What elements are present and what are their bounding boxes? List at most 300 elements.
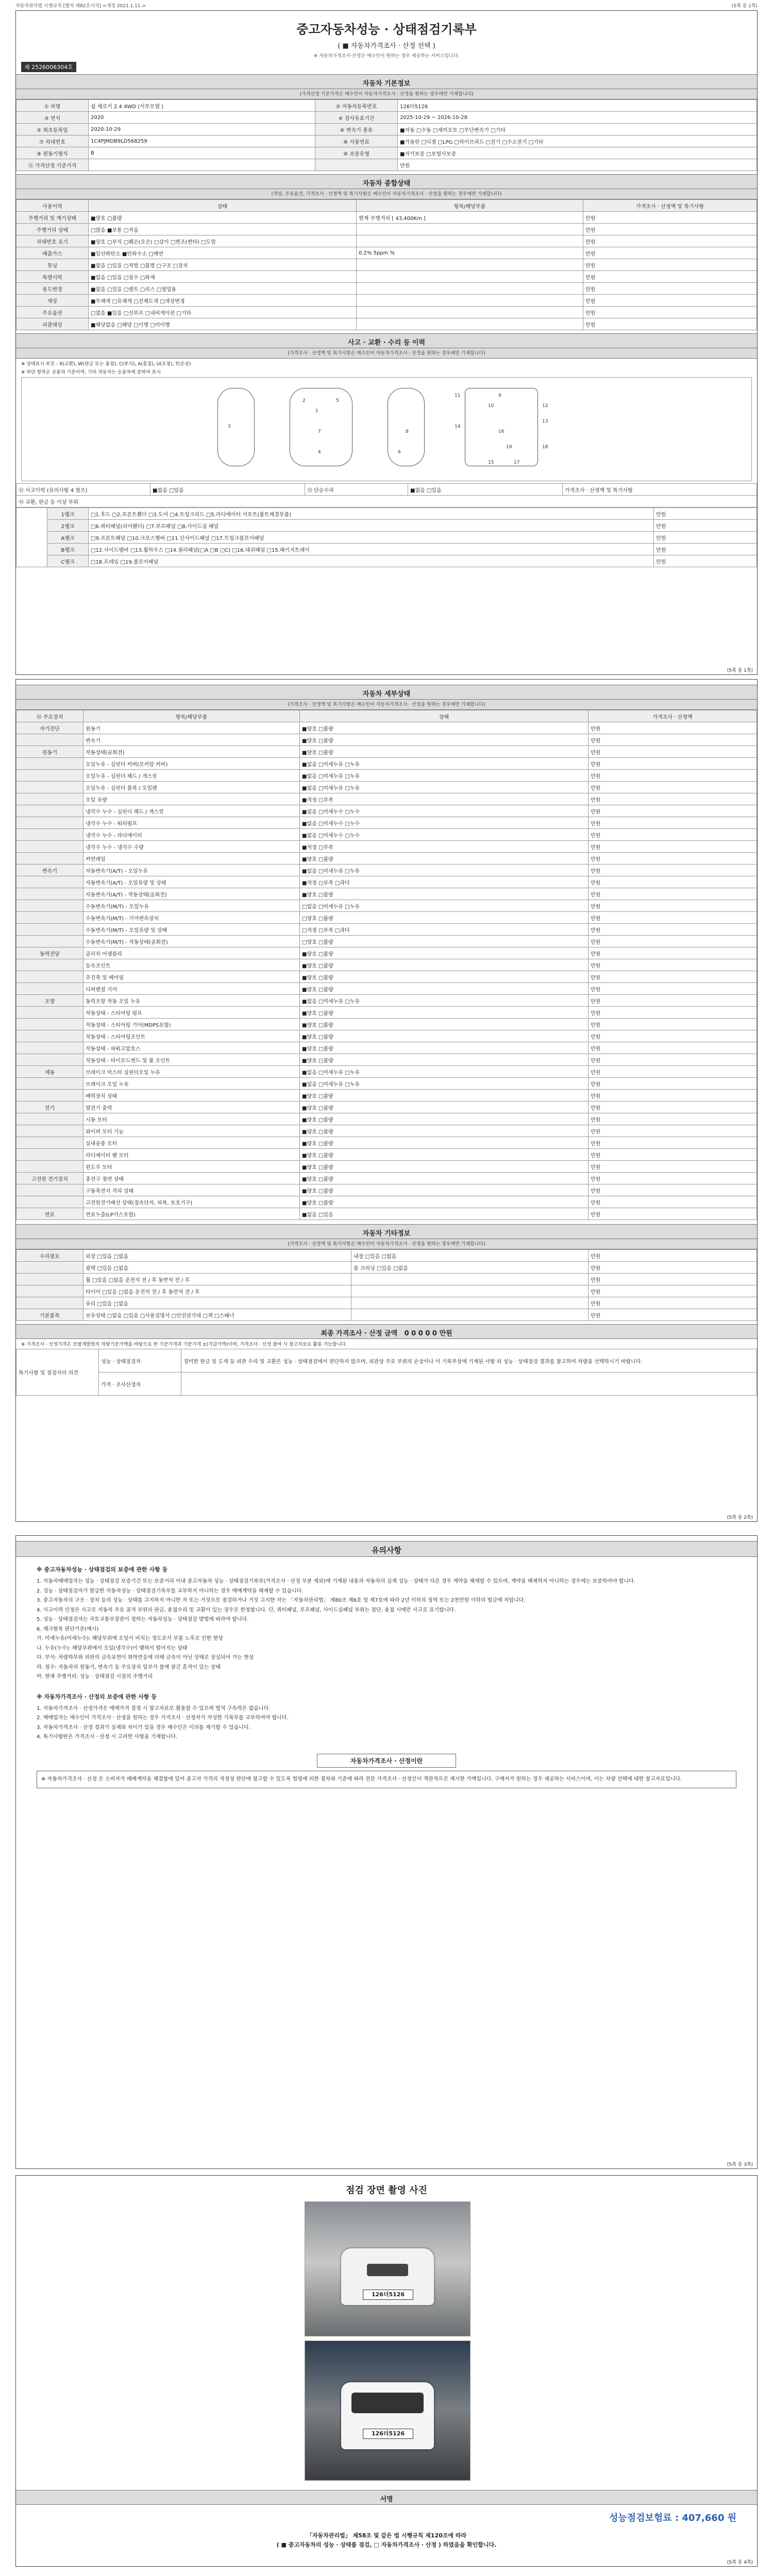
final-price-note: ※ 가격조사 · 산정가격은 보험개발원의 차량기준가액을 바탕으로 한 기준가격과 기준가격 ±(가감가액)이며, 가격조사 · 산정 참여 시 참고자료로 활용 가능합니다. [21, 1342, 347, 1347]
detail-row [16, 947, 757, 959]
exchange-area-label: ⑭ 교환, 판금 등 이상 부위 [16, 496, 757, 507]
detail-status: ■양호 □불량 [300, 1184, 589, 1196]
detail-heading: 자동차 세부상태 [16, 685, 757, 700]
detail-item: 고전원전기배선 상태(접속단자, 피복, 보호기구) [83, 1196, 300, 1208]
summary-row [16, 235, 757, 247]
basic-cell: ⑨ 원동기형식 [16, 147, 89, 159]
notice-item: 다. 부식: 차량하부와 외판의 금속표면이 화학반응에 의해 금속이 아닌 상태로 상실되어 가는 현상 [37, 1655, 254, 1660]
etc-heading: 자동차 기타정보 [16, 1224, 757, 1239]
etc-item-a: 광택 □있음 □없음 [83, 1262, 351, 1274]
detail-group [16, 793, 83, 805]
detail-item: 원동기 [83, 722, 300, 734]
basic-cell: 126더5126 [398, 100, 757, 112]
detail-item: 윈도우 모터 [83, 1161, 300, 1173]
front-plate: 126더5126 [363, 2290, 413, 2300]
detail-group [16, 959, 83, 971]
rank-items: □6.쿼터패널(리어휀더) □7.루프패널 □8.사이드실 패널 [89, 520, 654, 532]
detail-price: 만원 [589, 924, 757, 936]
summary-cell: □많음 ■보통 □적음 [89, 224, 357, 235]
detail-price: 만원 [589, 746, 757, 758]
notice-item: 나. 누유(누수): 해당부위에서 오일(냉각수)이 맺혀서 떨어지는 상태 [37, 1645, 188, 1651]
detail-item: 오일누유 - 실린더 커버(로커암 커버) [83, 758, 300, 770]
detail-status: ■없음 □미세누유 □누유 [300, 1066, 589, 1078]
summary-cell: 주요옵션 [16, 307, 89, 318]
detail-row [16, 912, 757, 924]
detail-row [16, 782, 757, 793]
detail-row [16, 1042, 757, 1054]
form-topline [15, 2, 758, 8]
detail-price: 만원 [589, 841, 757, 853]
detail-item: 연료누출(LP가스포함) [83, 1208, 300, 1220]
detail-price: 만원 [589, 722, 757, 734]
etc-item-a: 휠 □있음 □없음 운전석 전 / 후 동반석 전 / 후 [83, 1274, 351, 1285]
detail-item: 디퍼렌셜 기어 [83, 983, 300, 995]
summary-row [16, 224, 757, 235]
etc-item-b [351, 1285, 589, 1297]
notice-item: 1. 자동차매매업자는 성능 · 상태점검 보증기간 또는 보증거리 이내 중고자동차 성능 · 상태점검기록부(가격조사 · 산정 부분 제외)에 기재된 내용과 자동차의 실제 성능 · 상태가 다른 경우 계약을 해제할 수 있으며, 계약을 해제하지 아니하는 경우에는 보증하여야 합니다. [37, 1579, 635, 1584]
detail-price: 만원 [589, 829, 757, 841]
detail-status: ■양호 □불량 [300, 1125, 589, 1137]
summary-cell [357, 307, 583, 318]
final-price-label: 최종 가격조사 · 산정 금액 [321, 1330, 398, 1337]
detail-status: ■양호 □불량 [300, 1054, 589, 1066]
etc-group [16, 1297, 83, 1309]
detail-row [16, 805, 757, 817]
detail-item: 수동변속기(M/T) - 기어변속장치 [83, 912, 300, 924]
detail-row [16, 1066, 757, 1078]
basic-row [16, 147, 757, 159]
notice-item: 2. 성능 · 상태점검자가 발급한 자동차성능 · 상태점검기록부를 교부하지 아니하는 경우 매매계약을 해제할 수 있습니다. [37, 1588, 304, 1594]
etc-item-b [351, 1309, 589, 1321]
detail-row [16, 1184, 757, 1196]
summary-cell [357, 224, 583, 235]
basic-cell: 쉽 체로키 2.4 4WD (서부모델 ) [89, 100, 315, 112]
detail-group [16, 1078, 83, 1090]
detail-group [16, 876, 83, 888]
detail-status: □양호 □불량 [300, 936, 589, 947]
rank-items: □1.후드 □2.프론트휀더 □3.도어 □4.트렁크리드 □5.라디에이터 서포트(볼트체결부품) [89, 508, 654, 520]
notice-section-2: ※ 자동차가격조사 · 산정의 보증에 관한 사항 등 [37, 1693, 157, 1700]
basic-cell: ■자가보증 □보험사보증 [398, 147, 757, 159]
basic-cell: ③ 연식 [16, 112, 89, 124]
summary-row [16, 247, 757, 259]
detail-status: ■양호 □불량 [300, 1137, 589, 1149]
detail-row [16, 1007, 757, 1019]
detail-item: 동력조향 작동 오일 누유 [83, 995, 300, 1007]
summary-cell [357, 259, 583, 271]
special-notes-inspector: 성능 · 상태점검자 [99, 1349, 181, 1372]
detail-row [16, 793, 757, 805]
rank-items: □18.프레임 □19.플로어패널 [89, 555, 654, 567]
detail-subheading: (가격조사 · 산정액 및 특기사항은 매수인이 자동차가격조사 · 산정을 원하는 경우에만 기재합니다) [16, 700, 757, 710]
etc-row [16, 1297, 757, 1309]
etc-price: 만원 [589, 1309, 757, 1321]
detail-row [16, 746, 757, 758]
detail-price: 만원 [589, 805, 757, 817]
summary-col-header: 상태 [89, 200, 357, 212]
detail-item: 브레이크 마스터 실린더오일 누유 [83, 1066, 300, 1078]
detail-row [16, 1196, 757, 1208]
detail-price: 만원 [589, 912, 757, 924]
detail-row [16, 1019, 757, 1030]
basic-row [16, 159, 757, 171]
detail-item: 변속기 [83, 734, 300, 746]
detail-group [16, 1113, 83, 1125]
detail-row [16, 1054, 757, 1066]
detail-group [16, 1196, 83, 1208]
detail-status: □적정 □부족 □과다 [300, 924, 589, 936]
summary-row [16, 307, 757, 318]
detail-item: 작동상태 - 타이로드엔드 및 볼 조인트 [83, 1054, 300, 1066]
summary-cell: ■일산화탄소 ■탄화수소 □매연 [89, 247, 357, 259]
detail-group [16, 924, 83, 936]
detail-price: 만원 [589, 936, 757, 947]
detail-col-header: ⑮ 주요장치 [16, 710, 83, 722]
special-notes-table [16, 1349, 757, 1396]
basic-cell: 만원 [398, 159, 757, 171]
detail-status: ■양호 □불량 [300, 1007, 589, 1019]
summary-cell: 용도변경 [16, 283, 89, 295]
detail-status: ■적정 □부족 □과다 [300, 876, 589, 888]
basic-cell: ⑪ 가격산정 기준가격 [16, 159, 89, 171]
rank-row [16, 532, 757, 544]
detail-item: 구동축전지 격리 상태 [83, 1184, 300, 1196]
detail-group: 연료 [16, 1208, 83, 1220]
detail-item: 추진축 및 베어링 [83, 971, 300, 983]
summary-cell: 만원 [583, 235, 757, 247]
notice-item-2: 4. 특기사항란은 가격조사 · 산정 시 고려한 사항을 기재합니다. [37, 1734, 178, 1740]
detail-item: 커먼레일 [83, 853, 300, 865]
basic-cell: ① 차명 [16, 100, 89, 112]
notice-item: 4. 사고이력 인정은 사고로 자동차 주요 골격 부위의 판금, 용접수리 및 교환이 있는 경우로 한정합니다. 단, 쿼터패널, 루프패널, 사이드실패널 부위는 절단, 용접 시에만 사고로 표기합니다. [37, 1607, 456, 1613]
basic-cell: ⑦ 차대번호 [16, 135, 89, 147]
summary-cell: 리콜대상 [16, 318, 89, 330]
detail-item: 자동변속기(A/T) - 오일유량 및 상태 [83, 876, 300, 888]
special-notes-appraiser: 가격 · 조사산정자 [99, 1372, 181, 1396]
rank-row [16, 544, 757, 555]
etc-price: 만원 [589, 1250, 757, 1262]
detail-item: 브레이크 오일 누유 [83, 1078, 300, 1090]
basic-cell: ■가솔린 □디젤 □LPG □하이브리드 □전기 □수소전기 □기타 [398, 135, 757, 147]
detail-status: ■양호 □불량 [300, 1161, 589, 1173]
detail-price: 만원 [589, 1196, 757, 1208]
detail-price: 만원 [589, 782, 757, 793]
detail-status: ■없음 □미세누유 □누유 [300, 758, 589, 770]
rank-row [16, 555, 757, 567]
rank-items: □9.프론트패널 □10.크로스멤버 □11.인사이드패널 □17.트렁크플로어패널 [89, 532, 654, 544]
notice-items-2 [16, 1705, 757, 1741]
basic-row [16, 112, 757, 124]
rear-plate: 126더5126 [363, 2429, 413, 2439]
detail-row [16, 983, 757, 995]
etc-item-b [351, 1297, 589, 1309]
summary-cell: 주행거리 및 계기상태 [16, 212, 89, 224]
detail-item: 작동상태 - 파워고압호스 [83, 1042, 300, 1054]
etc-table [16, 1249, 757, 1321]
detail-status: ■양호 □불량 [300, 983, 589, 995]
detail-status: ■없음 □미세누수 □누수 [300, 817, 589, 829]
detail-row [16, 853, 757, 865]
summary-cell: ■없음 □있음 □침수 □화재 [89, 271, 357, 283]
summary-cell: 만원 [583, 318, 757, 330]
basic-info-heading: 자동차 기본정보 [16, 74, 757, 89]
detail-item: 작동상태(공회전) [83, 746, 300, 758]
detail-price: 만원 [589, 1030, 757, 1042]
summary-cell: ■양호 □불량 [89, 212, 357, 224]
summary-row [16, 295, 757, 307]
detail-item: 수동변속기(M/T) - 오일유량 및 상태 [83, 924, 300, 936]
law-statement-1: 「자동차관리법」 제58조 및 같은 법 시행규칙 제120조에 따라 [306, 2532, 467, 2539]
basic-cell: 2020-10-29 [89, 124, 315, 135]
detail-group [16, 1007, 83, 1019]
detail-group: 전기 [16, 1101, 83, 1113]
summary-subheading: (색상, 주요옵션, 가격조사 · 산정액 및 특기사항은 매수인이 자동차가격조사 · 산정을 원하는 경우에만 기재합니다) [16, 189, 757, 199]
detail-item: 오일 유량 [83, 793, 300, 805]
detail-status: ■적정 □부족 [300, 793, 589, 805]
etc-group: 기본품목 [16, 1309, 83, 1321]
detail-status: ■양호 □불량 [300, 1101, 589, 1113]
basic-cell: ② 자동차등록번호 [315, 100, 398, 112]
final-price-value: 0 0 0 0 0 만원 [404, 1330, 452, 1337]
etc-group [16, 1274, 83, 1285]
etc-row [16, 1274, 757, 1285]
rank-price: 만원 [654, 532, 757, 544]
simple-repair-value: ■없음 □있음 [408, 484, 563, 496]
detail-group [16, 758, 83, 770]
detail-group [16, 1090, 83, 1101]
etc-item-b: 내장 □있음 □없음 [351, 1250, 589, 1262]
detail-row [16, 1030, 757, 1042]
etc-row [16, 1250, 757, 1262]
detail-group [16, 983, 83, 995]
form-law-reference: 자동차관리법 시행규칙 [별지 제82호서식] <개정 2021.1.11.> [15, 4, 146, 9]
detail-row [16, 995, 757, 1007]
summary-cell: 만원 [583, 271, 757, 283]
rank-price: 만원 [654, 508, 757, 520]
detail-status: □없음 □미세누유 □누유 [300, 900, 589, 912]
car-side-right-outline [388, 388, 425, 466]
basic-cell: ⑩ 보증유형 [315, 147, 398, 159]
detail-group: 고전원 전기장치 [16, 1173, 83, 1184]
special-notes-label: 특기사항 및 점검자의 의견 [16, 1349, 99, 1396]
document-subtitle: ( ■ 자동차가격조사 · 산정 선택 ) [338, 42, 435, 50]
special-notes-text: 경미한 판금 및 도색 등 외관 수리 및 교환은 성능 · 상태점검에서 판단하지 않으며, 외관상 주요 부위의 손상이나 이 기록부상에 기재된 사항 외 성능 · 상태점검 결과를 참고하여 차량을 선택하시기 바랍니다. [181, 1349, 757, 1372]
detail-item: 작동상태 - 스티어링 기어(MDPS포함) [83, 1019, 300, 1030]
detail-row [16, 734, 757, 746]
rank-price: 만원 [654, 555, 757, 567]
basic-row [16, 135, 757, 147]
simple-repair-label: ⑬ 단순수리 [305, 484, 408, 496]
final-price-heading [16, 1324, 757, 1339]
detail-item: 충전구 절연 상태 [83, 1173, 300, 1184]
detail-group [16, 1054, 83, 1066]
detail-row [16, 971, 757, 983]
page-1-number: (5쪽 중 1쪽) [727, 668, 753, 673]
etc-subheading: (가격조사 · 산정액 및 특기사항은 매수인이 자동차가격조사 · 산정을 원하는 경우에만 기재합니다) [16, 1239, 757, 1249]
accident-legend: ※ 상태표시 부호 : X(교환), W(판금 또는 용접), C(부식), A(흠집), U(요철), T(손상) [21, 362, 191, 367]
detail-item: 냉각수 누수 - 실린더 헤드 / 개스킷 [83, 805, 300, 817]
accident-heading: 사고 · 교환 · 수리 등 이력 [16, 333, 757, 348]
detail-row [16, 817, 757, 829]
detail-item: 와이퍼 모터 기능 [83, 1125, 300, 1137]
page-4 [15, 2175, 758, 2567]
summary-cell: ■없음 □있음 □렌트 □리스 □영업용 [89, 283, 357, 295]
accident-history-table [16, 483, 757, 507]
summary-row [16, 212, 757, 224]
summary-cell: 현재 주행거리 [ 43,400Km ] [357, 212, 583, 224]
detail-price: 만원 [589, 1184, 757, 1196]
detail-price: 만원 [589, 1149, 757, 1161]
photos-title: 점검 장면 촬영 사진 [346, 2185, 427, 2196]
detail-row [16, 865, 757, 876]
summary-cell [357, 283, 583, 295]
detail-status: ■양호 □불량 [300, 1090, 589, 1101]
detail-status: ■없음 □있음 [300, 1208, 589, 1220]
basic-cell: ■자동 □수동 □세미오토 □무단변속기 □기타 [398, 124, 757, 135]
page-3 [15, 1535, 758, 2169]
detail-status: ■없음 □미세누유 □누유 [300, 770, 589, 782]
detail-item: 작동상태 - 스티어링 펌프 [83, 1007, 300, 1019]
appraisal-box-text: ※ 자동차가격조사 · 산정 은 소비자가 매매계약을 체결함에 있어 중고차 가격의 적정성 판단에 참고할 수 있도록 법령에 의한 절차와 기준에 따라 전문 가격조사 · 산정인이 객관적으로 제시한 가액입니다. 구매자가 원하는 경우 제공하는 서비스이며, 이는 차량 선택에 대한 참고자료입니다. [37, 1771, 736, 1788]
summary-cell: 색상 [16, 295, 89, 307]
detail-row [16, 722, 757, 734]
signature-heading: 서명 [16, 2490, 757, 2505]
detail-status: □양호 □불량 [300, 912, 589, 924]
basic-cell: 2025-10-29 ~ 2026-10-28 [398, 112, 757, 124]
detail-price: 만원 [589, 1007, 757, 1019]
notice-item: 3. 중고자동차의 구조 · 장치 등의 성능 · 상태를 고지하지 아니한 자 또는 거짓으로 점검하거나 거짓 고지한 자는 「자동차관리법」 제80조 제6호 및 제7호에 따라 2년 이하의 징역 또는 2천만원 이하의 벌금에 처합니다. [37, 1598, 526, 1603]
summary-row [16, 283, 757, 295]
summary-cell: 만원 [583, 247, 757, 259]
summary-cell [357, 271, 583, 283]
detail-price: 만원 [589, 1019, 757, 1030]
detail-row [16, 959, 757, 971]
detail-price: 만원 [589, 734, 757, 746]
detail-status: ■양호 □불량 [300, 971, 589, 983]
detail-item: 자동변속기(A/T) - 작동상태(공회전) [83, 888, 300, 900]
detail-row [16, 1161, 757, 1173]
etc-item-a: 보유상태 □없음 □있음 □사용설명서 □안전삼각대 □잭 □스패너 [83, 1309, 351, 1321]
detail-group [16, 734, 83, 746]
summary-cell: ■없음 □있음 □적법 □불법 □구조 □장치 [89, 259, 357, 271]
basic-cell [315, 159, 398, 171]
etc-price: 만원 [589, 1262, 757, 1274]
detail-price: 만원 [589, 865, 757, 876]
notice-heading: 유의사항 [16, 1541, 757, 1557]
detail-group: 변속기 [16, 865, 83, 876]
accident-subheading: (가격조사 · 산정액 및 특기사항은 매수인이 자동차가격조사 · 산정을 원하는 경우에만 기재합니다) [16, 348, 757, 359]
summary-row [16, 318, 757, 330]
notice-item: 5. 성능 · 상태점검자는 국토교통부장관이 정하는 자동차성능 · 상태점검 방법에 따라야 합니다. [37, 1617, 249, 1622]
form-page-count: (5쪽 중 1쪽) [731, 4, 758, 9]
basic-cell: 1C4PJMDB9LD568259 [89, 135, 315, 147]
accident-legend-2: ※ 하단 항목은 승용차 기준이며, 기타 자동차는 승용차에 준하여 표시 [21, 370, 161, 375]
detail-price: 만원 [589, 995, 757, 1007]
detail-col-header: 가격조사 · 산정액 [589, 710, 757, 722]
detail-row [16, 1173, 757, 1184]
summary-col-header: 항목/해당부품 [357, 200, 583, 212]
detail-status: ■양호 □불량 [300, 1196, 589, 1208]
detail-price: 만원 [589, 1161, 757, 1173]
basic-cell: 2020 [89, 112, 315, 124]
detail-group [16, 853, 83, 865]
detail-row [16, 770, 757, 782]
detail-row [16, 1208, 757, 1220]
etc-row [16, 1285, 757, 1297]
detail-status: ■양호 □불량 [300, 853, 589, 865]
detail-price: 만원 [589, 770, 757, 782]
detail-item: 배력장치 상태 [83, 1090, 300, 1101]
summary-cell: 만원 [583, 283, 757, 295]
detail-status: ■적정 □부족 [300, 841, 589, 853]
detail-row [16, 1090, 757, 1101]
etc-item-a: 외장 □있음 □없음 [83, 1250, 351, 1262]
page-3-number: (5쪽 중 3쪽) [727, 2162, 753, 2167]
detail-item: 자동변속기(A/T) - 오일누유 [83, 865, 300, 876]
detail-price: 만원 [589, 971, 757, 983]
rank-row [16, 520, 757, 532]
summary-col-header: 가격조사 · 산정액 및 특기사항 [583, 200, 757, 212]
detail-price: 만원 [589, 947, 757, 959]
detail-status: ■양호 □불량 [300, 888, 589, 900]
basic-cell: ⑥ 변속기 종류 [315, 124, 398, 135]
notice-item: 마. 현재 주행거리: 성능 · 상태점검 시점의 주행거리 [37, 1674, 153, 1680]
etc-group: 수리필요 [16, 1250, 83, 1262]
detail-status: ■양호 □불량 [300, 1113, 589, 1125]
detail-row [16, 1125, 757, 1137]
detail-status: ■양호 □불량 [300, 722, 589, 734]
detail-row [16, 888, 757, 900]
detail-status: ■없음 □미세누유 □누유 [300, 995, 589, 1007]
detail-group [16, 936, 83, 947]
detail-item: 수동변속기(M/T) - 오일누유 [83, 900, 300, 912]
rank-label: A랭크 [47, 532, 89, 544]
detail-group [16, 912, 83, 924]
appraisal-box-title: 자동차가격조사 · 산정이란 [317, 1754, 456, 1768]
detail-row [16, 900, 757, 912]
notice-items-1 [16, 1578, 757, 1681]
car-frame-outline [465, 388, 538, 466]
insurance-fee: 성능점검보험료 : 407,660 원 [609, 2513, 736, 2523]
detail-group: 조향 [16, 995, 83, 1007]
summary-row [16, 259, 757, 271]
detail-group [16, 971, 83, 983]
summary-cell: 차대번호 표기 [16, 235, 89, 247]
detail-group [16, 1149, 83, 1161]
rank-label: B랭크 [47, 544, 89, 555]
summary-cell: 특별이력 [16, 271, 89, 283]
accident-price-col: 가격조사 · 산정액 및 특기사항 [563, 484, 757, 496]
inspection-photo-front [305, 2201, 470, 2336]
basic-info-table [16, 99, 757, 171]
rank-items: □12.사이드멤버 □13.휠하우스 □14.필러패널(□A □B □C) □16.대쉬패널 □15.패키지트레이 [89, 544, 654, 555]
basic-info-subheading: (가격산정 기준가격은 매수인이 자동차가격조사 · 산정을 원하는 경우에만 기재합니다) [16, 89, 757, 99]
summary-cell: ■무채색 □유채색 □전체도색 □색상변경 [89, 295, 357, 307]
car-side-left-outline [217, 388, 255, 466]
law-statement-2: ( ■ 중고자동차의 성능 · 상태를 점검, □ 자동차가격조사 · 산정 ) 하였음을 확인합니다. [276, 2541, 497, 2548]
detail-status: ■양호 □불량 [300, 746, 589, 758]
detail-item: 냉각수 누수 - 라디에이터 [83, 829, 300, 841]
notice-item: 라. 침수: 자동차의 원동기, 변속기 등 주요장치 일부가 물에 잠긴 흔적이 있는 상태 [37, 1664, 221, 1670]
notice-item: 가. 미세누유(미세누수): 해당부위에 오일이 비치는 정도로서 부품 노후로 인한 현상 [37, 1636, 223, 1641]
summary-cell: 튜닝 [16, 259, 89, 271]
summary-cell: ■양호 □부식 □훼손(오손) □상이 □변조(변타) □도말 [89, 235, 357, 247]
detail-status: ■없음 □미세누수 □누수 [300, 805, 589, 817]
detail-item: 시동 모터 [83, 1113, 300, 1125]
detail-group: 제동 [16, 1066, 83, 1078]
rank-row [16, 508, 757, 520]
summary-table [16, 199, 757, 330]
